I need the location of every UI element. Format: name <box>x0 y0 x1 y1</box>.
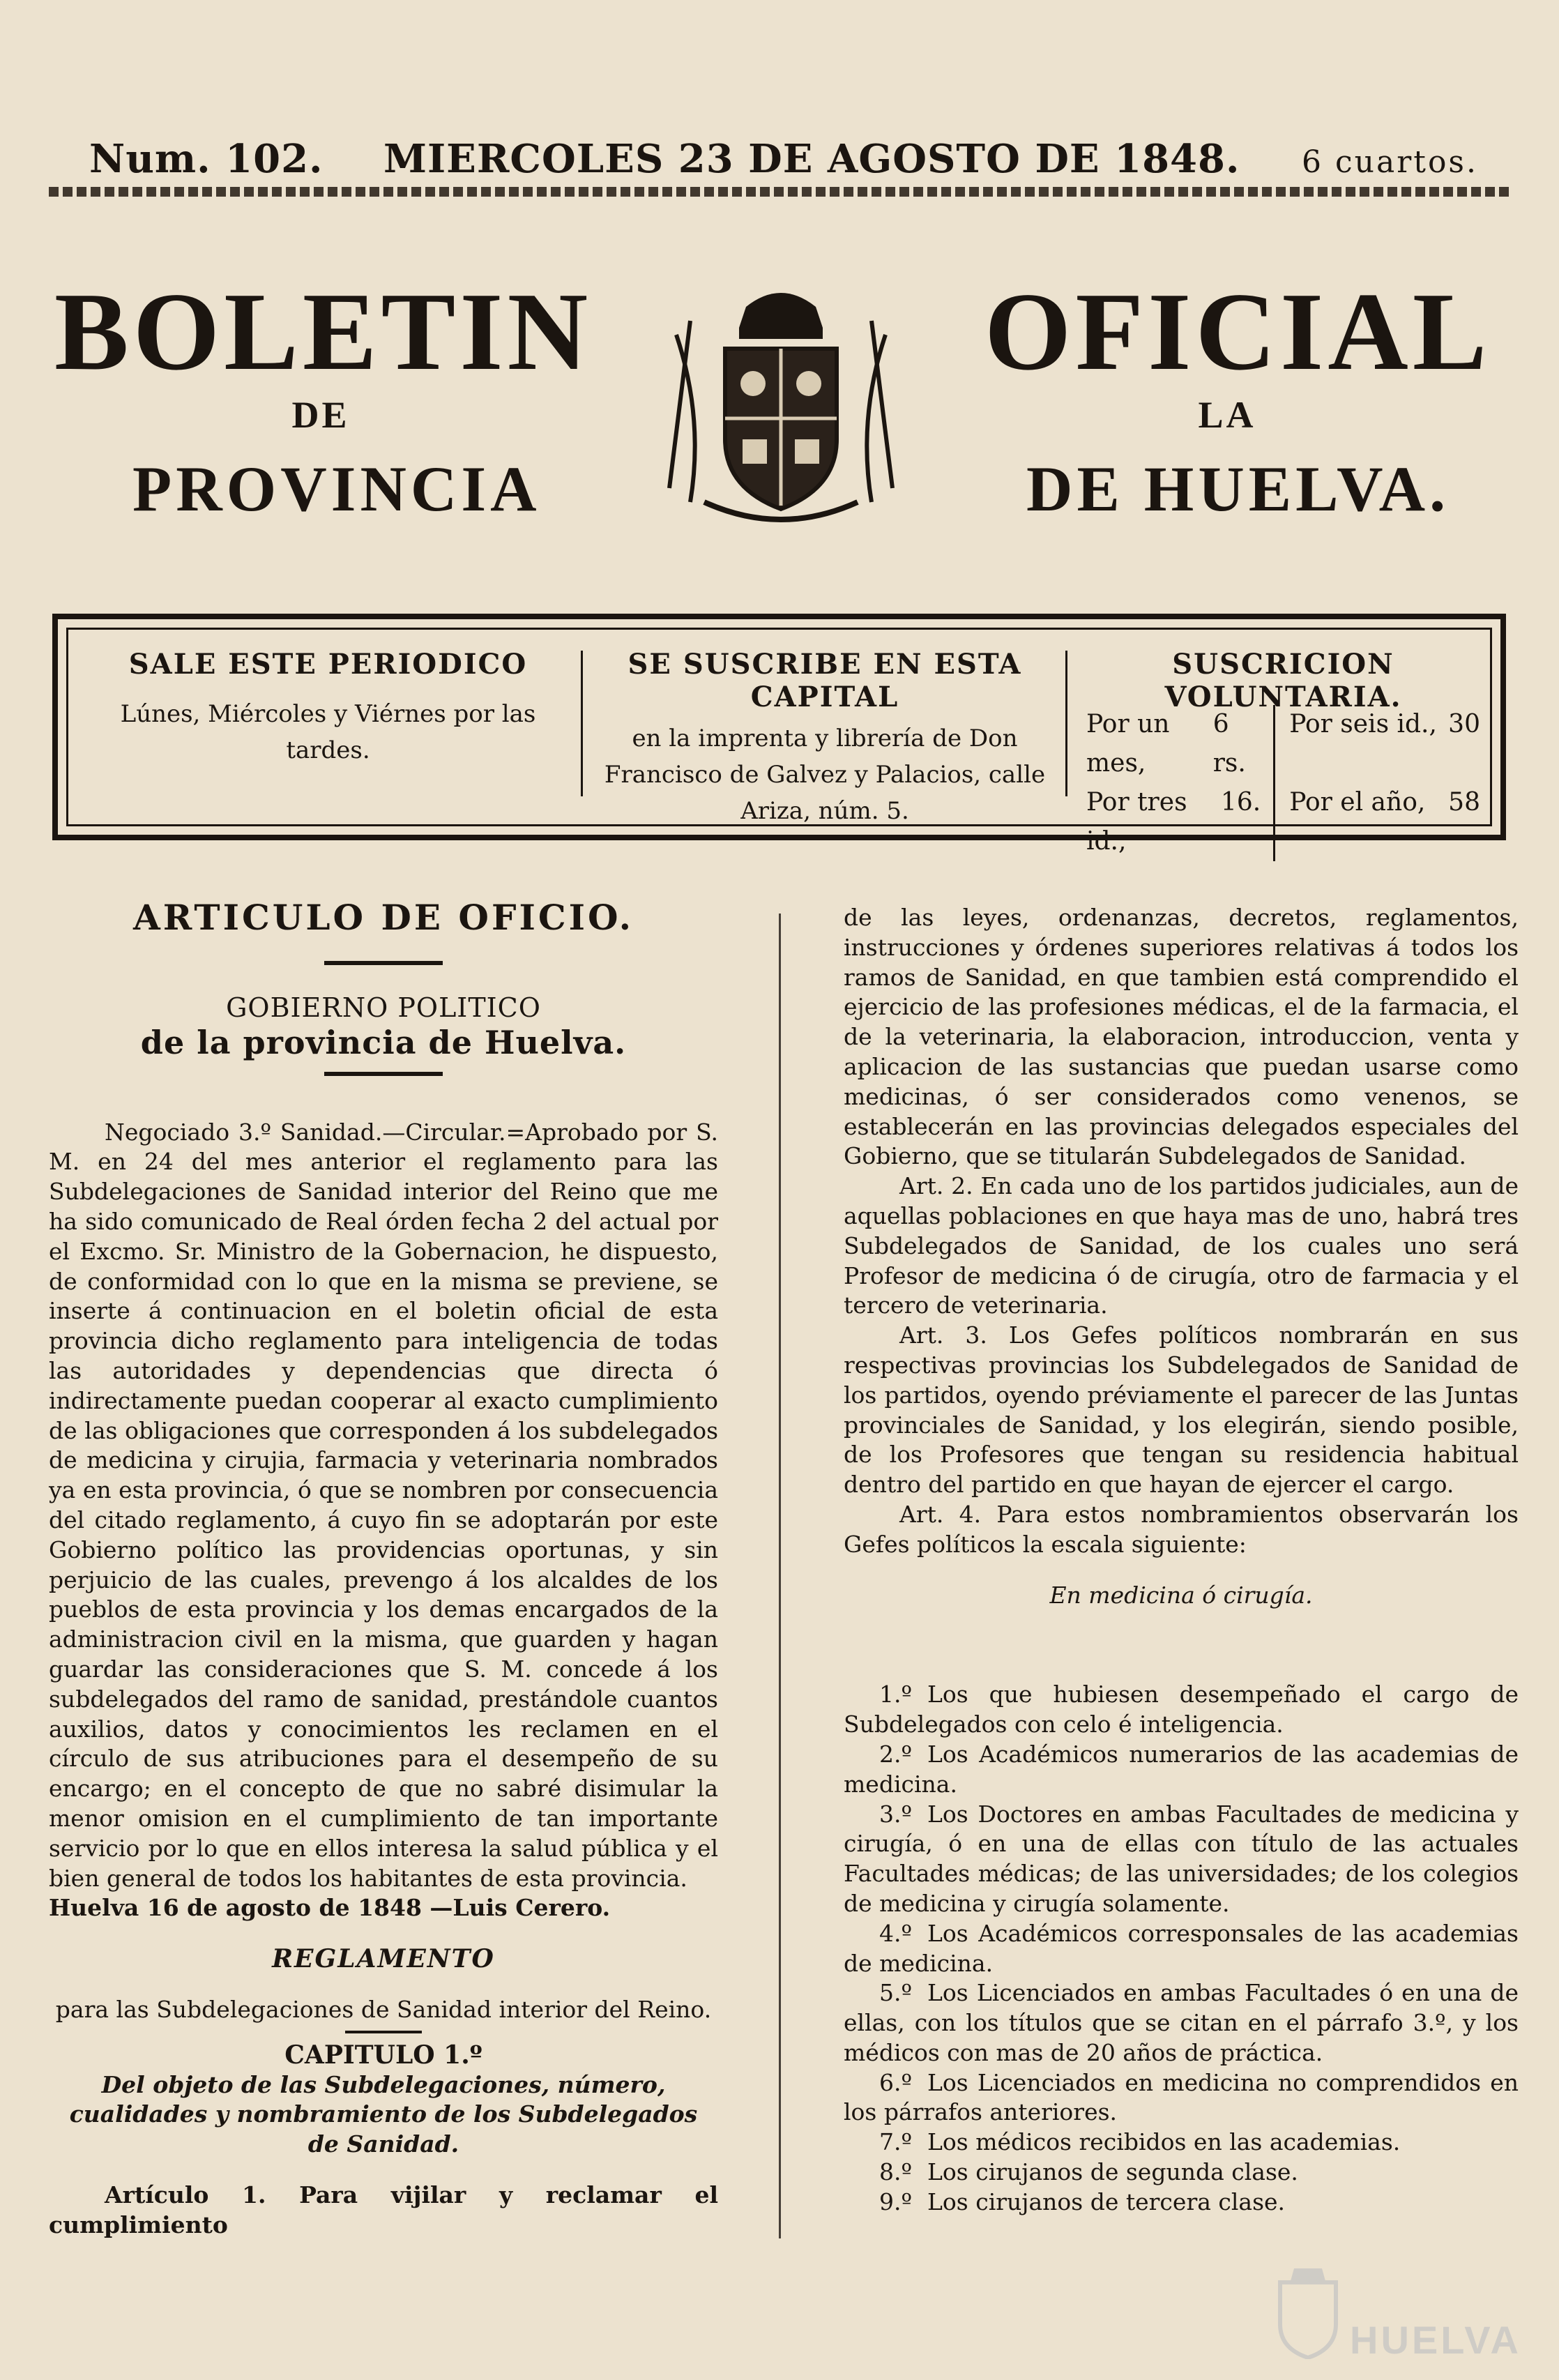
gobierno-line1: GOBIERNO POLITICO <box>226 992 541 1023</box>
list-item <box>844 2068 1519 2128</box>
article-3: Art. 3. Los Gefes políticos nombrarán en sus respectivas provincias los Subdelegados de Sanidad de los partidos, oyendo préviamente el parecer de las Juntas provinciales de Sanidad, y los elegirán, siendo posible, de los Profesores que tengan su residencia habitual dentro del partido en que hayan de ejercer el cargo. <box>844 1321 1519 1499</box>
item-text: Los Licenciados en medicina no comprendidos en los párrafos anteriores. <box>844 2068 1519 2126</box>
capitulo-title: CAPITULO 1.º <box>284 2040 482 2070</box>
title-la: LA <box>1198 394 1256 436</box>
item-text: Los cirujanos de segunda clase. <box>927 2158 1298 2186</box>
issue-price: 6 cuartos. <box>1302 144 1478 180</box>
list-item <box>844 2128 1519 2158</box>
subscribe-text: en la imprenta y librería de Don Francisco de Galvez y Palacios, calle Ariza, núm. 5. <box>604 725 1046 825</box>
article-2: Art. 2. En cada uno de los partidos judiciales, aun de aquellas poblaciones en que haya mas de uno, habrá tres Subdelegados de Sanidad, de los cuales uno será Profesor de medicina ó de cirugía, otro de farmacia y el tercero de veterinaria. <box>844 1172 1519 1319</box>
item-number: 5.º <box>879 1979 912 2007</box>
watermark-text: HUELVA <box>1350 2318 1521 2362</box>
list-item <box>844 1919 1519 1979</box>
rate-label: Por el año, <box>1289 788 1426 817</box>
item-text: Los médicos recibidos en las academias. <box>927 2128 1401 2156</box>
item-number: 4.º <box>879 1919 912 1947</box>
rate-value: 30 <box>1448 710 1480 738</box>
title-oficial: OFICIAL <box>984 269 1491 393</box>
crest-icon <box>1273 2268 1343 2359</box>
item-number: 6.º <box>879 2068 912 2096</box>
reglamento-subtitle: para las Subdelegaciones de Sanidad interior del Reino. <box>55 1995 712 2023</box>
right-column <box>844 903 1519 2218</box>
schedule-text: Lúnes, Miércoles y Viérnes por las tardes. <box>120 700 536 764</box>
short-rule <box>324 1072 443 1076</box>
rates-row <box>1086 705 1480 783</box>
signature-line: Huelva 16 de agosto de 1848 —Luis Cerero. <box>49 1894 611 1922</box>
column-separator <box>779 914 781 2238</box>
item-text: Los Académicos corresponsales de las academias de medicina. <box>844 1919 1519 1977</box>
rate-label: Por un mes, <box>1086 710 1170 778</box>
title-de: DE <box>291 394 350 436</box>
list-item <box>844 1740 1519 1800</box>
item-number: 8.º <box>879 2158 912 2186</box>
archive-watermark <box>1273 2268 1521 2362</box>
list-item <box>844 1800 1519 1919</box>
subheading: En medicina ó cirugía. <box>1049 1581 1313 1609</box>
list-item <box>844 1680 1519 1740</box>
issue-date: MIERCOLES 23 DE AGOSTO DE 1848. <box>383 136 1240 182</box>
issue-line <box>84 136 1478 192</box>
capitulo-subtitle: Del objeto de las Subdelegaciones, número, cualidades y nombramiento de los Subdelegados de Sanidad. <box>69 2070 698 2158</box>
rate-value: 6 rs. <box>1212 710 1246 778</box>
item-number: 2.º <box>879 1740 912 1768</box>
item-number: 9.º <box>879 2188 912 2215</box>
rate-label: Por seis id., <box>1289 710 1437 738</box>
rate-value: 58 <box>1448 788 1480 817</box>
item-text: Los Licenciados en ambas Facultades ó en una de ellas, con los títulos que se citan en el párrafo 3.º, y los médicos con mas de 20 años de práctica. <box>844 1979 1519 2066</box>
article-1-start: Artículo 1. Para vijilar y reclamar el cumplimiento <box>49 2181 718 2238</box>
rates-title: SUSCRICION VOLUNTARIA. <box>1164 648 1402 713</box>
left-column <box>49 897 718 2240</box>
box-divider <box>1065 651 1067 796</box>
reglamento-title: REGLAMENTO <box>272 1944 495 1974</box>
item-text: Los Doctores en ambas Facultades de medicina y cirugía, ó en una de ellas con título de las actuales Facultades médicas; de las universidades; de los colegios de medicina y cirugía solamente. <box>844 1800 1519 1917</box>
list-item <box>844 2158 1519 2188</box>
list-item <box>844 1978 1519 2068</box>
gobierno-line2: de la provincia de Huelva. <box>140 1023 627 1061</box>
schedule-title: SALE ESTE PERIODICO <box>128 648 528 681</box>
rate-label: Por tres id., <box>1086 788 1187 856</box>
short-rule <box>324 961 443 965</box>
dotted-rule <box>49 187 1513 197</box>
circular-text: Negociado 3.º Sanidad.—Circular.=Aprobado por S. M. en 24 del mes anterior el reglamento para las Subdelegaciones de Sanidad interior del Reino que me ha sido comunicado de Real órden fecha 2 del actual por el Excmo. Sr. Ministro de la Gobernacion, he dispuesto, de conformidad con lo que en la misma se previene, se inserte á continuacion en el boletin oficial de esta provincia dicho reglamento para inteligencia de todas las autoridades y dependencias que directa ó indirectamente puedan cooperar al exacto cumplimiento de las obligaciones que corresponden á los subdelegados de medicina y cirujia, farmacia y veterinaria nombrados ya en esta provincia, ó que se nombren por consecuencia del citado reglamento, á cuyo fin se adoptarán por este Gobierno político las providencias oportunas, y sin perjuicio de las cuales, prevengo á los alcaldes de los pueblos de esta provincia y los demas encargados de la administracion civil en la misma, que guarden y hagan guardar las consideraciones que S. M. concede á los subdelegados del ramo de sanidad, prestándole cuantos auxilios, datos y conocimientos les reclamen en el círculo de sus atribuciones para el desempeño de su encargo; en el concepto de que no sabré disimular la menor omision en el cumplimiento de tan importante servicio por lo que en ellos interesa la salud pública y el bien general de todos los habitantes de esta provincia. <box>49 1118 718 1892</box>
article-1-continued: de las leyes, ordenanzas, decretos, reglamentos, instrucciones y órdenes superiores relativas á todos los ramos de Sanidad, en que tambien está comprendido el ejercicio de las profesiones médicas, el de la farmacia, el de la veterinaria, la elaboracion, introduccion, venta y aplicacion de las sustancias que puedan usarse como medicinas, ó ser considerados como venenos, se establecerán en las provincias delegados especiales del Gobierno, que se titularán Subdelegados de Sanidad. <box>844 904 1519 1170</box>
item-text: Los cirujanos de tercera clase. <box>927 2188 1286 2215</box>
item-number: 1.º <box>879 1681 912 1708</box>
title-provincia: PROVINCIA <box>132 453 541 524</box>
list-item <box>844 2188 1519 2218</box>
ranking-list <box>844 1680 1519 2217</box>
box-col-subscribe <box>588 630 1062 824</box>
box-col-rates <box>1072 630 1494 856</box>
title-de-huelva: DE HUELVA. <box>1026 453 1450 524</box>
short-rule <box>345 2031 422 2033</box>
item-text: Los Académicos numerarios de las academias de medicina. <box>844 1740 1519 1798</box>
box-divider <box>581 651 583 796</box>
article-4: Art. 4. Para estos nombramientos observarán los Gefes políticos la escala siguiente: <box>844 1500 1519 1558</box>
coat-of-arms-icon <box>662 279 899 530</box>
box-col-schedule <box>82 630 574 824</box>
title-boletin: BOLETIN <box>54 269 593 393</box>
item-text: Los que hubiesen desempeñado el cargo de Subdelegados con celo é inteligencia. <box>844 1681 1519 1738</box>
rate-value: 16. <box>1220 788 1261 817</box>
rates-row <box>1086 783 1480 861</box>
section-title: ARTICULO DE OFICIO. <box>132 897 634 938</box>
item-number: 3.º <box>879 1800 912 1828</box>
issue-number: Num. 102. <box>89 136 324 182</box>
subscribe-title: SE SUSCRIBE EN ESTA CAPITAL <box>628 648 1022 713</box>
subscription-box <box>52 614 1506 856</box>
rates-table <box>1086 705 1480 861</box>
item-number: 7.º <box>879 2128 912 2156</box>
